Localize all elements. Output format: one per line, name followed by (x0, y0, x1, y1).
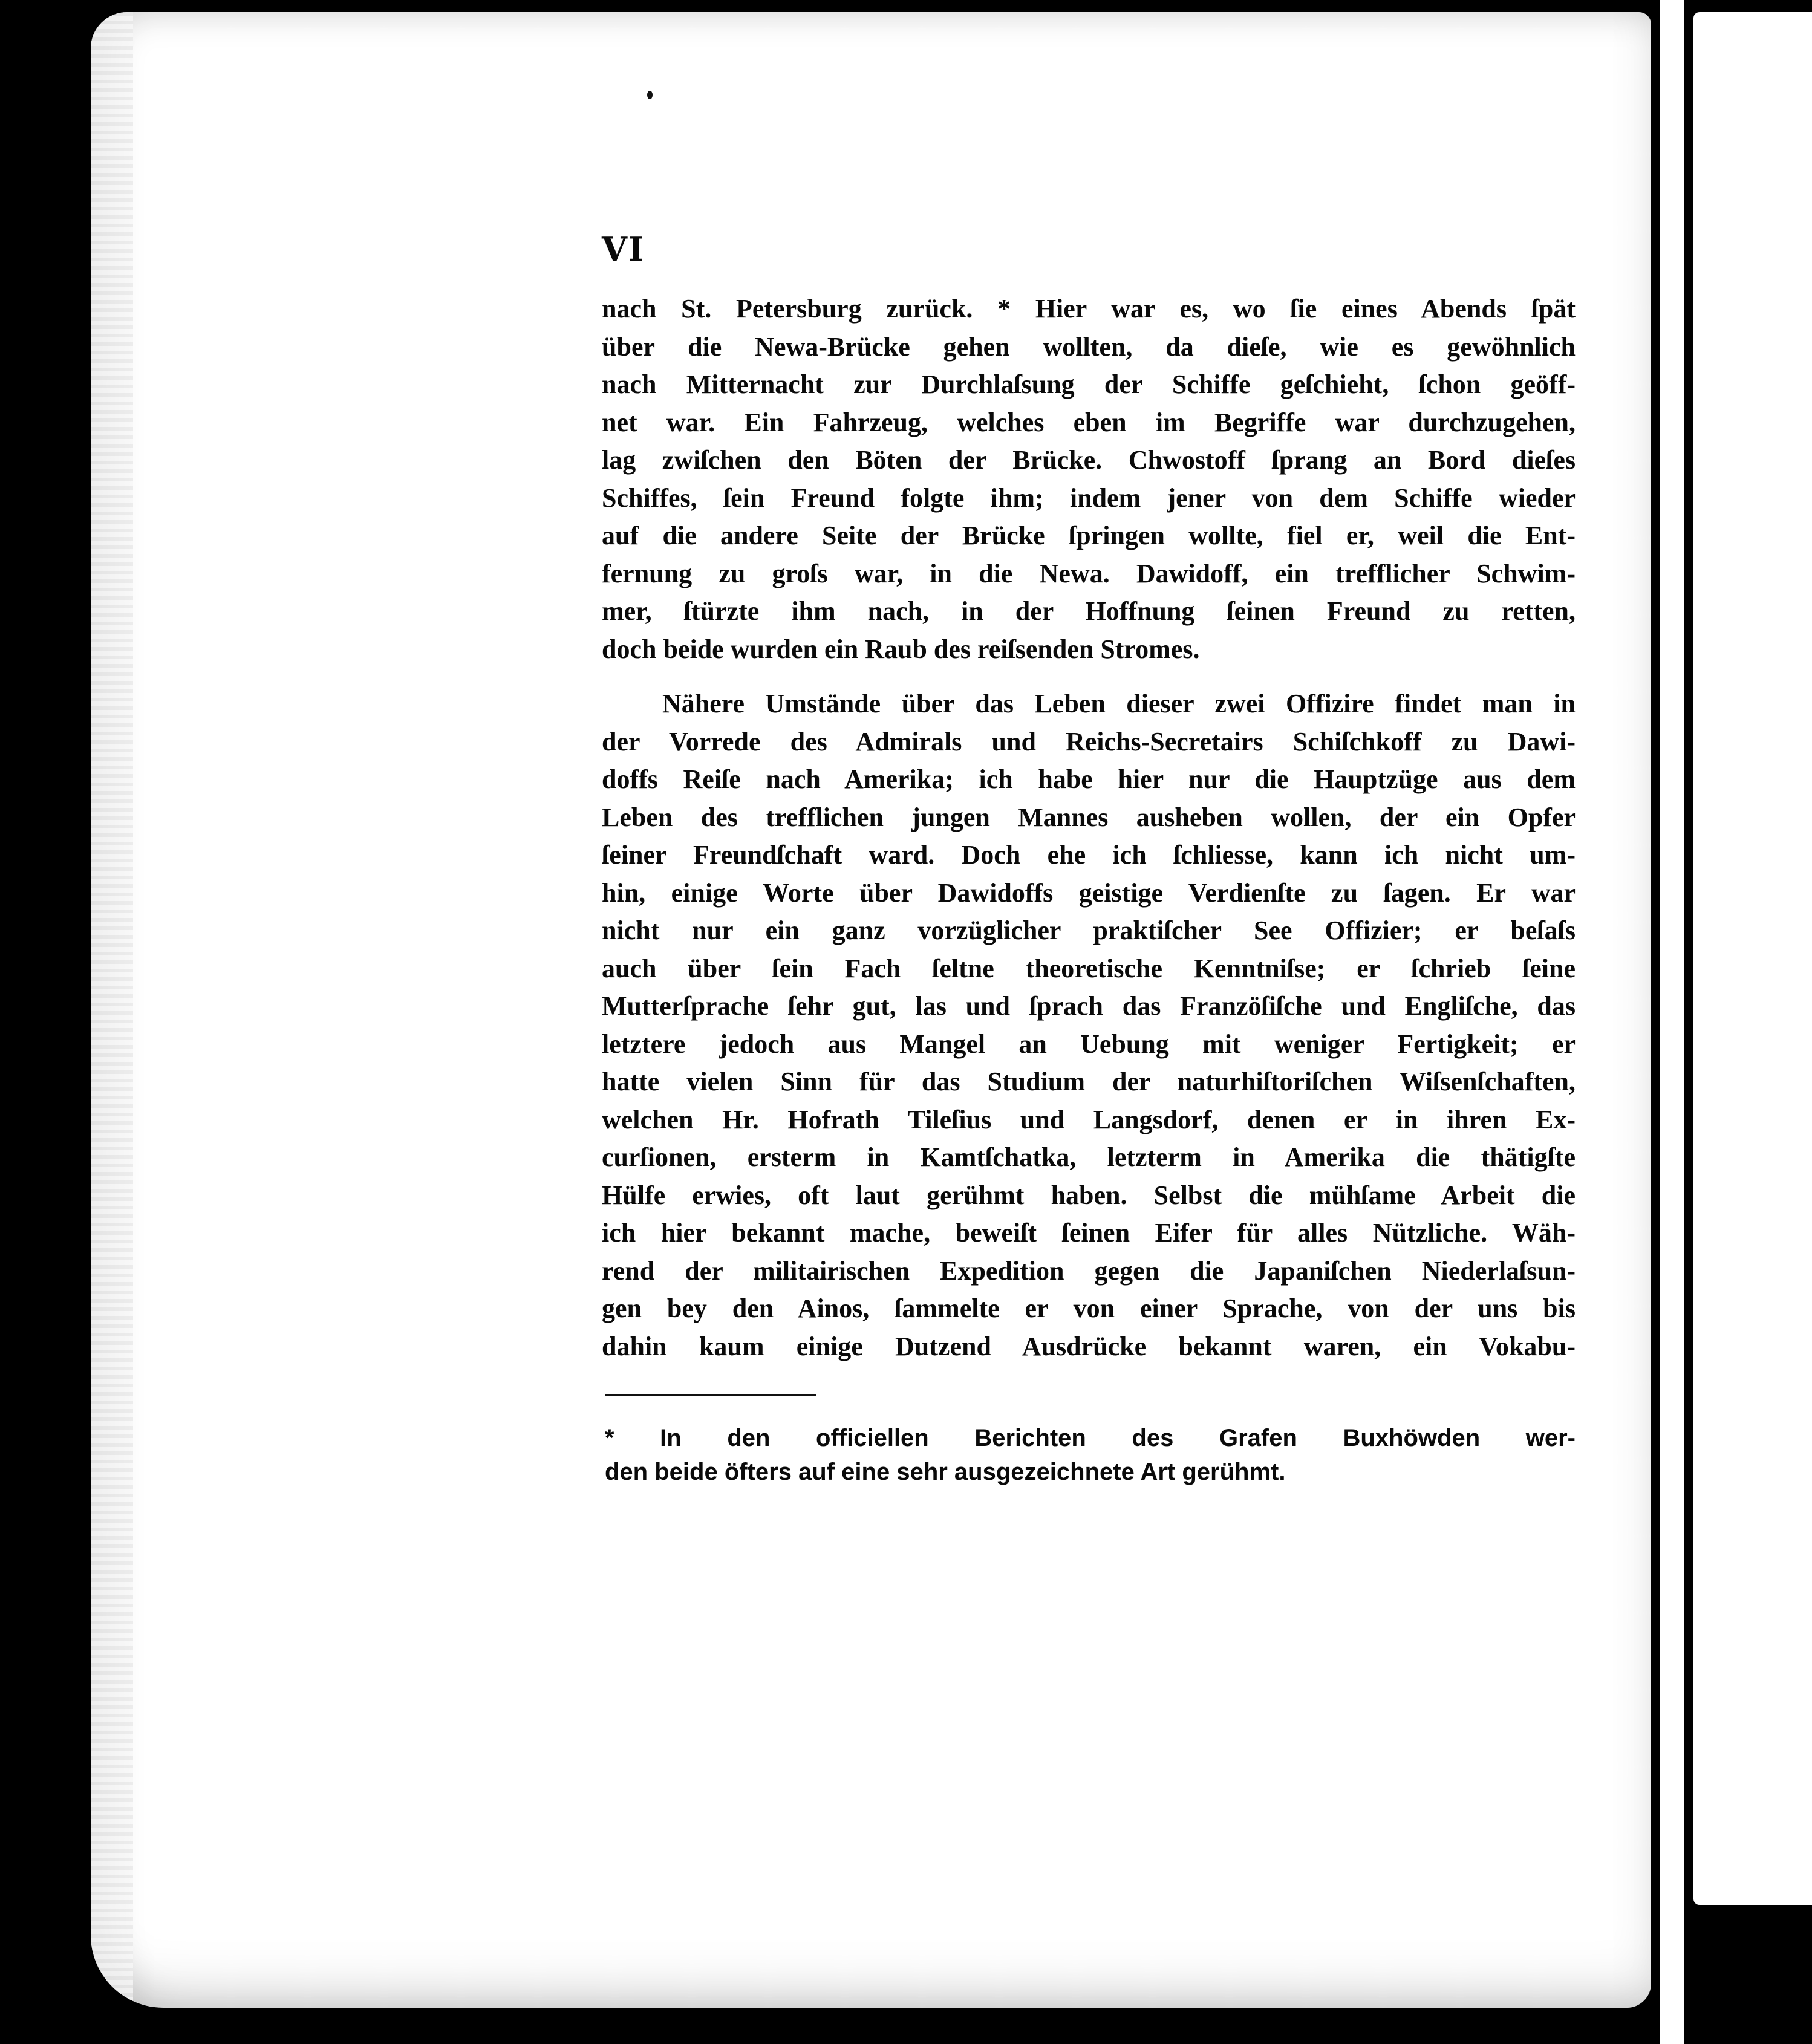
book-page (91, 12, 1651, 2008)
paragraph-gap (602, 668, 1576, 685)
text-line: welchen Hr. Hofrath Tileſius und Langsdorf, denen er in ihren Ex- (602, 1104, 1576, 1134)
text-line: doffs Reiſe nach Amerika; ich habe hier nur die Hauptzüge aus dem (602, 764, 1576, 794)
text-line: nach Mitternacht zur Durchlaſsung der Schiffe geſchieht, ſchon geöff- (602, 369, 1576, 399)
text-line: nicht nur ein ganz vorzüglicher praktiſcher See Offizier; er beſaſs (602, 916, 1576, 945)
facing-page-edge (1660, 0, 1684, 2044)
text-line: Mutterſprache ſehr gut, las und ſprach das Franzöſiſche und Engliſche, das (602, 991, 1576, 1021)
text-line: hatte vielen Sinn für das Studium der naturhiſtoriſchen Wiſsenſchaften, (602, 1067, 1576, 1096)
page-number: VI (602, 230, 645, 269)
text-line: mer, ſtürzte ihm nach, in der Hoffnung ſeinen Freund zu retten, (602, 596, 1576, 626)
footnote (605, 1421, 1576, 1489)
page-content (91, 12, 1651, 2008)
text-line: Leben des trefflichen jungen Mannes ausheben wollen, der ein Opfer (602, 802, 1576, 832)
text-line: doch beide wurden ein Raub des reiſsenden Stromes. (602, 634, 1200, 664)
text-line: Schiffes, ſein Freund folgte ihm; indem jener von dem Schiffe wieder (602, 483, 1576, 513)
text-line: rend der militairischen Expedition gegen die Japaniſchen Niederlaſsun- (602, 1255, 1576, 1286)
text-line: ſeiner Freundſchaft ward. Doch ehe ich ſchliesse, kann ich nicht um- (602, 840, 1576, 870)
text-line: fernung zu groſs war, in die Newa. Dawidoff, ein trefflicher Schwim- (602, 558, 1576, 588)
text-line: curſionen, ersterm in Kamtſchatka, letzterm in Amerika die thätigſte (602, 1142, 1576, 1172)
paragraph-1 (602, 290, 1576, 668)
paragraph-2 (602, 685, 1576, 1365)
text-line: Hülfe erwies, oft laut gerühmt haben. Selbst die mühſame Arbeit die (602, 1180, 1576, 1210)
main-text (602, 290, 1576, 1365)
facing-page (1693, 12, 1812, 1905)
text-line: gen bey den Ainos, ſammelte er von einer Sprache, von der uns bis (602, 1294, 1576, 1323)
footnote-line: den beide öfters auf eine sehr ausgezeichnete Art gerühmt. (605, 1459, 1286, 1485)
text-line: letztere jedoch aus Mangel an Uebung mit weniger Fertigkeit; er (602, 1029, 1576, 1059)
text-line: Nähere Umstände über das Leben dieser zwei Offizire findet man in (662, 689, 1576, 718)
footnote-rule (605, 1394, 816, 1396)
text-line: auch über ſein Fach ſeltne theoretische Kenntniſse; er ſchrieb ſeine (602, 953, 1576, 983)
text-line: hin, einige Worte über Dawidoffs geistige Verdienſte zu ſagen. Er war (602, 877, 1576, 908)
text-line: nach St. Petersburg zurück. * Hier war es, wo ſie eines Abends ſpät (602, 294, 1576, 324)
text-line: auf die andere Seite der Brücke ſpringen wollte, fiel er, weil die Ent- (602, 521, 1576, 550)
text-line: ich hier bekannt mache, beweiſt ſeinen Eifer für alles Nützliche. Wäh- (602, 1218, 1576, 1248)
text-line: net war. Ein Fahrzeug, welches eben im Begriffe war durchzugehen, (602, 407, 1576, 437)
text-line: über die Newa-Brücke gehen wollten, da dieſe, wie es gewöhnlich (602, 331, 1576, 362)
footnote-line: * In den officiellen Berichten des Grafen Buxhöwden wer- (605, 1425, 1576, 1451)
text-line: der Vorrede des Admirals und Reichs-Secretairs Schiſchkoff zu Dawi- (602, 726, 1576, 757)
text-line: dahin kaum einige Dutzend Ausdrücke bekannt waren, ein Vokabu- (602, 1331, 1576, 1361)
text-line: lag zwiſchen den Böten der Brücke. Chwostoff ſprang an Bord dieſes (602, 445, 1576, 475)
